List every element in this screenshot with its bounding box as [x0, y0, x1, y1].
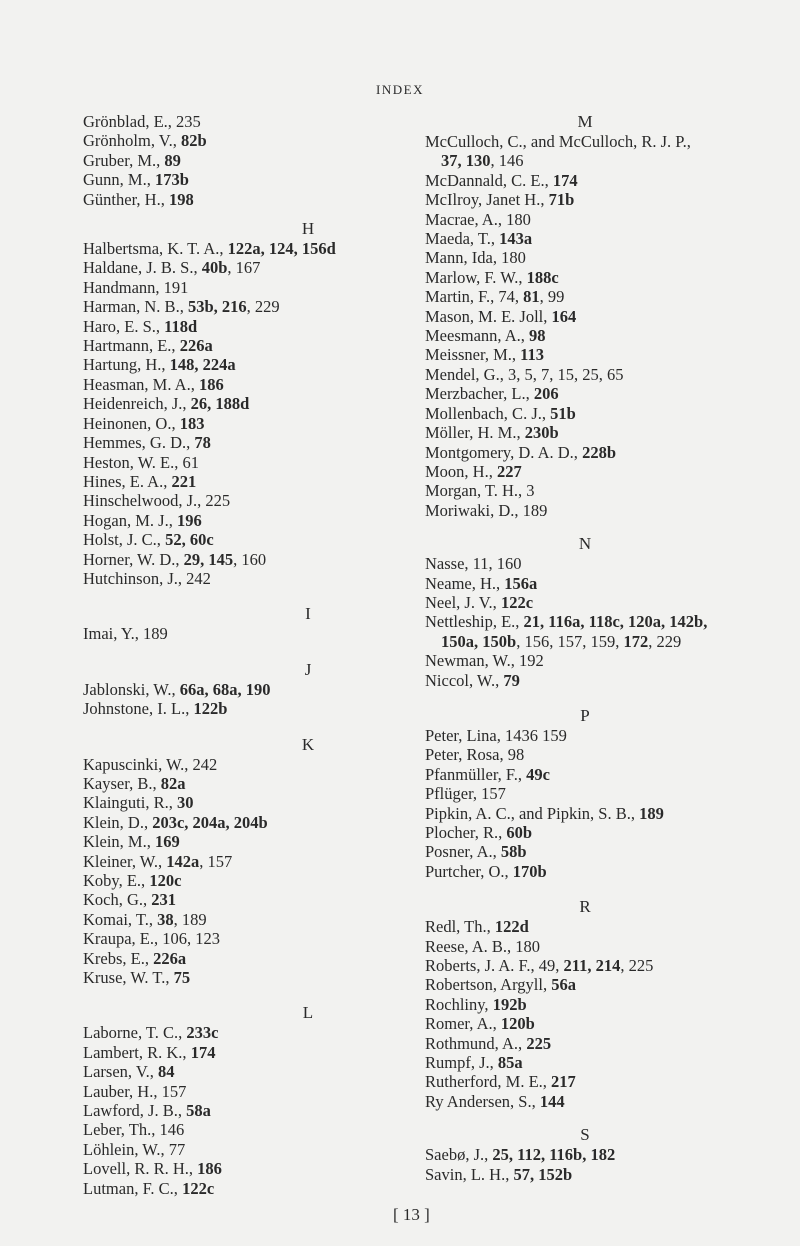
index-section [425, 534, 795, 690]
index-column-left [83, 112, 403, 1198]
index-column-right [425, 112, 795, 1184]
index-entry: Robertson, Argyll, 56a [425, 975, 576, 995]
index-entry: Ry Andersen, S., 144 [425, 1091, 565, 1111]
index-entry: Löhlein, W., 77 [83, 1139, 186, 1159]
index-entry: McCulloch, C., and McCulloch, R. J. P., [425, 132, 691, 151]
index-entry: Hogan, M. J., 196 [83, 510, 202, 530]
index-entry: Lambert, R. K., 174 [83, 1042, 216, 1062]
index-entry: Grönholm, V., 82b [83, 131, 207, 151]
index-entry: Neame, H., 156a [425, 573, 538, 593]
index-entry: Grönblad, E., 235 [83, 112, 201, 131]
index-entry: Hinschelwood, J., 225 [83, 491, 231, 511]
index-entry: Holst, J. C., 52, 60c [83, 530, 214, 550]
index-entry: Rutherford, M. E., 217 [425, 1072, 576, 1092]
index-entry: McIlroy, Janet H., 71b [425, 190, 575, 210]
index-entry: 150a, 150b, 156, 157, 159, 172, 229 [441, 631, 682, 651]
index-entry: Lauber, H., 157 [83, 1081, 187, 1101]
index-entry: Saebø, J., 25, 112, 116b, 182 [425, 1145, 616, 1165]
index-entry: Horner, W. D., 29, 145, 160 [83, 549, 267, 569]
index-entry: Gunn, M., 173b [83, 170, 189, 190]
index-entry: Kraupa, E., 106, 123 [83, 929, 221, 949]
index-entry: Klein, D., 203c, 204a, 204b [83, 812, 268, 832]
index-entry: Johnstone, I. L., 122b [83, 699, 228, 719]
index-entry: Mann, Ida, 180 [425, 248, 526, 268]
index-entry: Neel, J. V., 122c [425, 592, 534, 612]
index-entry: Mollenbach, C. J., 51b [425, 403, 576, 423]
index-entry: Montgomery, D. A. D., 228b [425, 442, 616, 462]
index-entry: Mason, M. E. Joll, 164 [425, 306, 577, 326]
index-entry: Reese, A. B., 180 [425, 936, 541, 956]
index-section [83, 219, 403, 588]
index-entry: Lovell, R. R. H., 186 [83, 1159, 222, 1179]
index-entry: Merzbacher, L., 206 [425, 384, 559, 404]
index-section [425, 897, 795, 1111]
index-entry: Kapuscinki, W., 242 [83, 754, 218, 774]
section-letter: P [580, 705, 590, 725]
index-entry: Savin, L. H., 57, 152b [425, 1164, 573, 1184]
index-entry: Jablonski, W., 66a, 68a, 190 [83, 679, 271, 699]
index-entry: Klein, M., 169 [83, 832, 180, 852]
section-letter: H [301, 219, 315, 239]
index-entry: Meesmann, A., 98 [425, 326, 546, 346]
index-entry: Peter, Lina, 1436 159 [425, 725, 567, 745]
section-letter: R [579, 897, 591, 917]
index-entry: Imai, Y., 189 [83, 624, 168, 644]
index-entry: Meissner, M., 113 [425, 345, 544, 365]
index-entry: Macrae, A., 180 [425, 209, 531, 229]
index-entry: Haro, E. S., 118d [83, 316, 198, 336]
index-entry: Roberts, J. A. F., 49, 211, 214, 225 [425, 956, 654, 976]
index-entry: Harman, N. B., 53b, 216, 229 [83, 297, 280, 317]
index-section [425, 706, 795, 881]
index-entry: Nettleship, E., 21, 116a, 118c, 120a, 142b, [425, 612, 708, 632]
index-entry: Redl, Th., 122d [425, 917, 529, 937]
index-entry: Pfanmüller, F., 49c [425, 764, 550, 784]
section-letter: L [302, 1003, 314, 1023]
index-entry: Leber, Th., 146 [83, 1120, 185, 1140]
page-number: [ 13 ] [393, 1205, 430, 1224]
section-letter: J [304, 659, 312, 679]
index-entry: Marlow, F. W., 188c [425, 267, 559, 287]
index-entry: Klainguti, R., 30 [83, 793, 194, 813]
index-entry: Mendel, G., 3, 5, 7, 15, 25, 65 [425, 364, 624, 384]
index-entry: Günther, H., 198 [83, 189, 194, 209]
index-entry: Rochliny, 192b [425, 994, 527, 1014]
index-entry: Hemmes, G. D., 78 [83, 433, 211, 453]
index-entry: 37, 130, 146 [441, 151, 524, 171]
section-letter: I [305, 604, 311, 624]
index-section [83, 604, 403, 643]
page-title: INDEX [376, 82, 424, 97]
index-entry: Martin, F., 74, 81, 99 [425, 287, 565, 307]
index-entry: Purtcher, O., 170b [425, 861, 547, 881]
index-entry: Romer, A., 120b [425, 1014, 535, 1034]
index-entry: Hartung, H., 148, 224a [83, 355, 236, 375]
index-entry: Pflüger, 157 [425, 784, 506, 804]
index-entry: Komai, T., 38, 189 [83, 909, 207, 929]
index-section [425, 112, 795, 520]
section-letter: N [578, 534, 592, 554]
index-entry: Heston, W. E., 61 [83, 452, 199, 472]
index-entry: Halbertsma, K. T. A., 122a, 124, 156d [83, 239, 336, 259]
index-section [83, 112, 403, 209]
section-letter: M [577, 112, 593, 131]
index-section [425, 1125, 795, 1184]
index-entry: Laborne, T. C., 233c [83, 1023, 219, 1043]
index-entry: Nasse, 11, 160 [425, 554, 522, 574]
section-letter: K [301, 734, 315, 754]
index-entry: Hines, E. A., 221 [83, 471, 197, 491]
index-entry: Maeda, T., 143a [425, 229, 533, 249]
index-entry: Moriwaki, D., 189 [425, 500, 548, 520]
index-entry: Peter, Rosa, 98 [425, 745, 525, 765]
index-entry: Krebs, E., 226a [83, 948, 187, 968]
index-entry: Kayser, B., 82a [83, 773, 186, 793]
index-entry: Larsen, V., 84 [83, 1062, 175, 1082]
index-section [83, 1003, 403, 1198]
index-entry: Pipkin, A. C., and Pipkin, S. B., 189 [425, 803, 664, 823]
index-entry: Morgan, T. H., 3 [425, 481, 535, 501]
index-entry: Newman, W., 192 [425, 651, 544, 671]
index-section [83, 660, 403, 719]
index-entry: Heinonen, O., 183 [83, 413, 205, 433]
index-entry: Kleiner, W., 142a, 157 [83, 851, 233, 871]
index-section [83, 735, 403, 988]
index-entry: Heidenreich, J., 26, 188d [83, 394, 250, 414]
index-entry: Koch, G., 231 [83, 890, 177, 910]
index-entry: McDannald, C. E., 174 [425, 170, 578, 190]
index-entry: Lawford, J. B., 58a [83, 1101, 211, 1121]
index-entry: Koby, E., 120c [83, 871, 182, 890]
index-entry: Heasman, M. A., 186 [83, 374, 224, 394]
index-entry: Moon, H., 227 [425, 461, 522, 481]
index-entry: Haldane, J. B. S., 40b, 167 [83, 258, 261, 278]
index-entry: Hutchinson, J., 242 [83, 568, 211, 588]
section-letter: S [580, 1125, 590, 1145]
index-entry: Rothmund, A., 225 [425, 1033, 552, 1053]
index-entry: Gruber, M., 89 [83, 150, 181, 170]
index-entry: Posner, A., 58b [425, 842, 527, 862]
index-entry: Handmann, 191 [83, 277, 189, 297]
index-entry: Hartmann, E., 226a [83, 336, 213, 356]
index-entry: Rumpf, J., 85a [425, 1053, 523, 1073]
index-entry: Plocher, R., 60b [425, 823, 533, 842]
index-entry: Lutman, F. C., 122c [83, 1178, 215, 1198]
index-entry: Möller, H. M., 230b [425, 423, 559, 443]
index-entry: Niccol, W., 79 [425, 670, 520, 690]
index-entry: Kruse, W. T., 75 [83, 968, 191, 988]
